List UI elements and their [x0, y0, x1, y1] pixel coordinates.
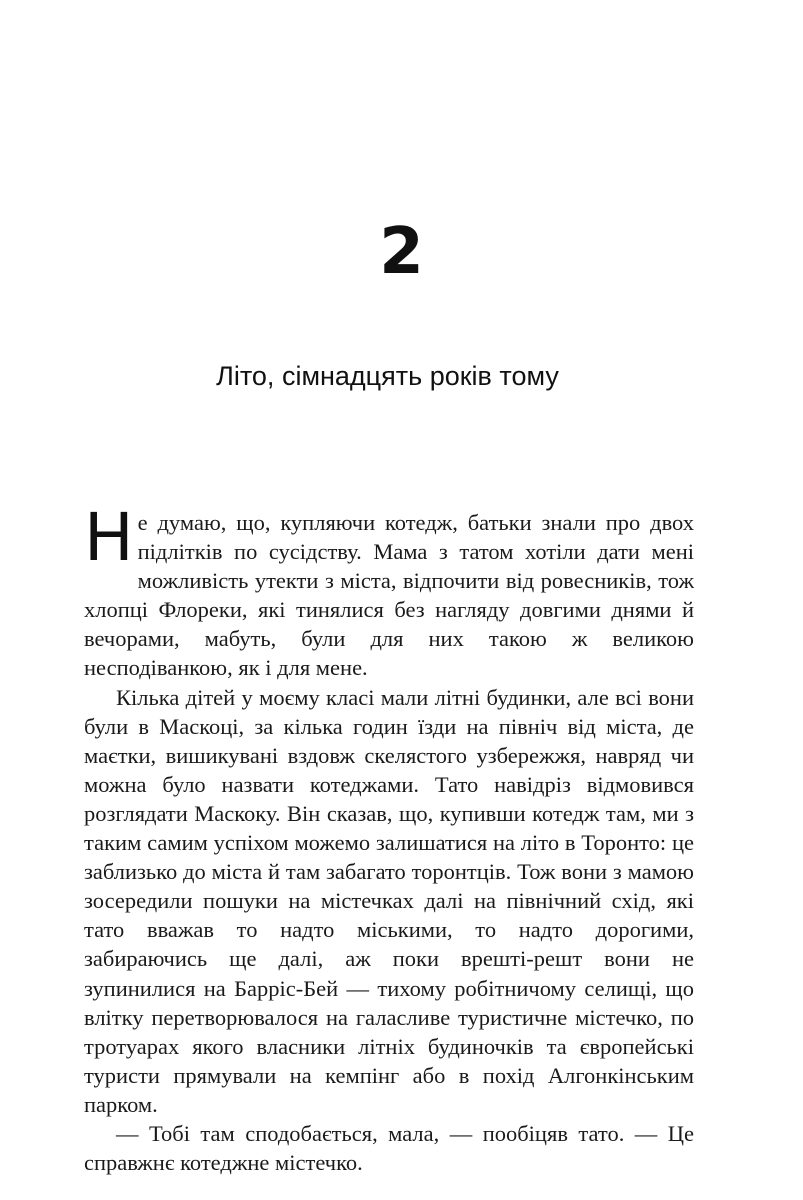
paragraph-1-text: е думаю, що, купляючи котедж, батьки знали про двох підлітків по сусідству. Мама з татом хотіли дати мені можливість утекти з міста, відпочити від ровесників, тож хлопці Флореки, які тинялися без нагляду довгими днями й вечорами, мабуть, були для них такою ж великою несподіванкою, як і для мене.: [84, 510, 694, 681]
paragraph-1: [84, 499, 694, 683]
chapter-number: 2: [379, 215, 424, 289]
paragraph-2: Кілька дітей у моєму класі мали літні будинки, але всі вони були в Маскоці, за кілька годин їзди на північ від міста, де маєтки, вишикувані вздовж скелястого узбережжя, навряд чи можна було назвати котеджами. Тато навідріз відмовився розглядати Маскоку. Він сказав, що, купивши котедж там, ми з таким самим успіхом можемо залишатися на літо в Торонто: це заблизько до міста й там забагато торонтців. Тож вони з мамою зосередили пошуки на містечках далі на північний схід, які тато вважав то надто міськими, то надто дорогими, забираючись ще далі, аж поки врешті-решт вони не зупинилися на Барріс-Бей — тихому робітничому селищі, що влітку перетворювалося на галасливе туристичне містечко, по тротуарах якого власники літніх будиночків та європейські туристи прямували на кемпінг або в похід Алгонкінським парком.: [84, 684, 694, 1117]
drop-cap: Н: [84, 499, 134, 576]
chapter-text: [84, 499, 694, 1177]
paragraph-3: — Тобі там сподобається, мала, — пообіцяв тато. — Це справжнє котеджне містечко.: [84, 1120, 694, 1176]
chapter-title: Літо, сімнадцять років тому: [216, 361, 559, 391]
